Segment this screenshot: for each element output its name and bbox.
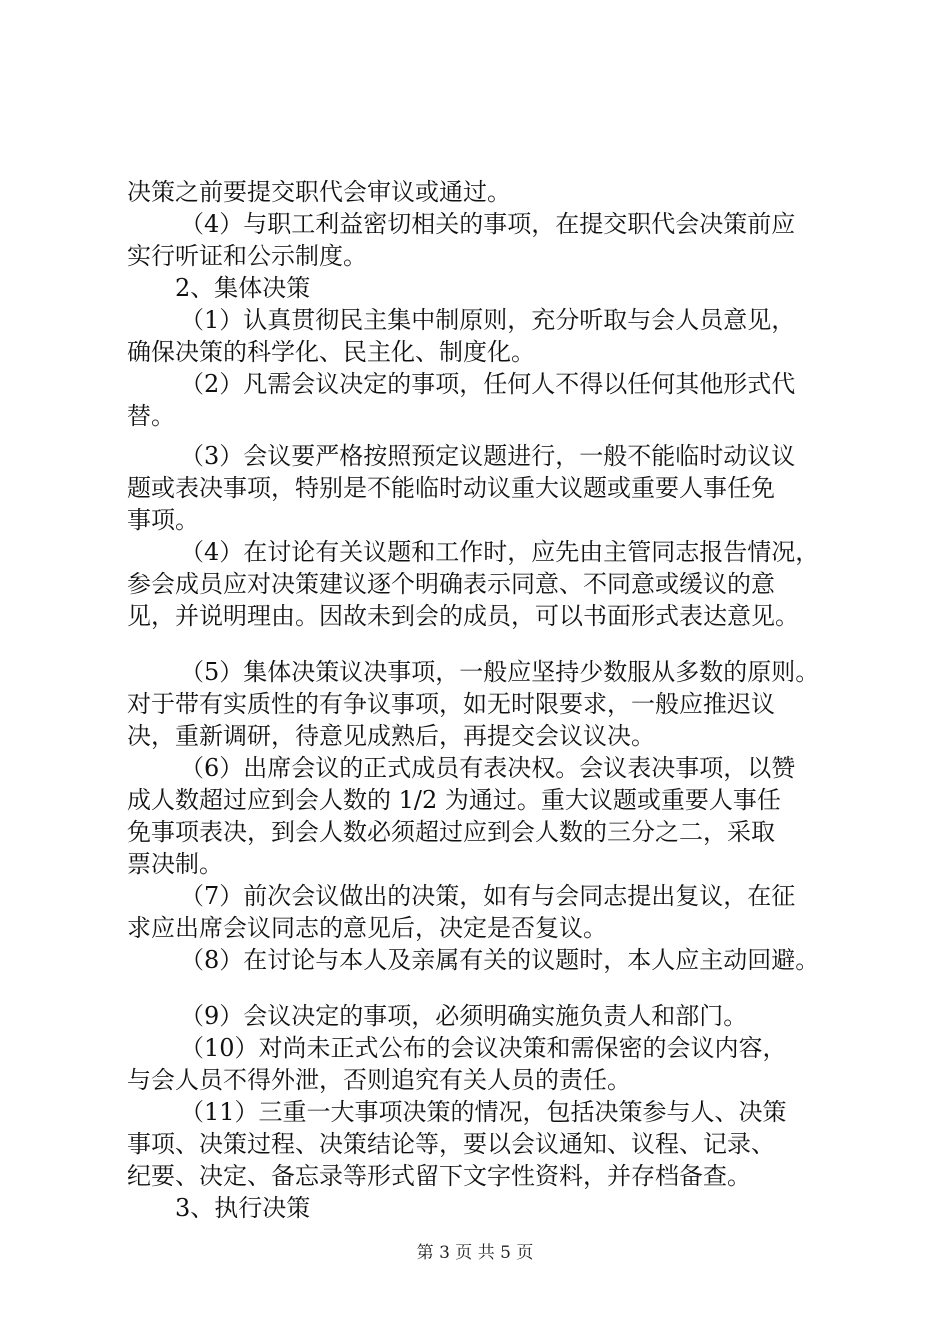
paragraph-line: （3）会议要严格按照预定议题进行，一般不能临时动议议 [180,442,796,470]
section-heading: 3、执行决策 [175,1194,311,1222]
paragraph-line: 决策之前要提交职代会审议或通过。 [127,178,511,206]
paragraph-line: 替。 [127,402,175,430]
paragraph-line: （4）在讨论有关议题和工作时，应先由主管同志报告情况， [180,538,820,566]
paragraph-line: 与会人员不得外泄，否则追究有关人员的责任。 [127,1066,631,1094]
page-footer: 第 3 页 共 5 页 [416,1243,534,1263]
paragraph-line: （1）认真贯彻民主集中制原则，充分听取与会人员意见， [180,306,796,334]
paragraph-line: （9）会议决定的事项，必须明确实施负责人和部门。 [180,1002,748,1030]
paragraph-line: 免事项表决，到会人数必须超过应到会人数的三分之二，采取 [127,818,775,846]
paragraph-line: 事项。 [127,506,199,534]
paragraph-line: 见，并说明理由。因故未到会的成员，可以书面形式表达意见。 [127,602,799,630]
paragraph-line: 成人数超过应到会人数的 1/2 为通过。重大议题或重要人事任 [127,786,781,814]
paragraph-line: 参会成员应对决策建议逐个明确表示同意、不同意或缓议的意 [127,570,775,598]
paragraph-line: （6）出席会议的正式成员有表决权。会议表决事项，以赞 [180,754,796,782]
paragraph-line: 事项、决策过程、决策结论等，要以会议通知、议程、记录、 [127,1130,775,1158]
paragraph-line: （2）凡需会议决定的事项，任何人不得以任何其他形式代 [180,370,796,398]
paragraph-line: （4）与职工利益密切相关的事项，在提交职代会决策前应 [180,210,796,238]
section-heading: 2、集体决策 [175,274,311,302]
paragraph-line: （8）在讨论与本人及亲属有关的议题时，本人应主动回避。 [180,946,820,974]
paragraph-line: （5）集体决策议决事项，一般应坚持少数服从多数的原则。 [180,658,820,686]
paragraph-line: （10）对尚未正式公布的会议决策和需保密的会议内容， [180,1034,787,1062]
paragraph-line: 题或表决事项，特别是不能临时动议重大议题或重要人事任免 [127,474,775,502]
paragraph-line: 票决制。 [127,850,223,878]
paragraph-line: 求应出席会议同志的意见后，决定是否复议。 [127,914,607,942]
paragraph-line: （7）前次会议做出的决策，如有与会同志提出复议，在征 [180,882,796,910]
paragraph-line: 实行听证和公示制度。 [127,242,367,270]
paragraph-line: 纪要、决定、备忘录等形式留下文字性资料，并存档备查。 [127,1162,751,1190]
paragraph-line: 决，重新调研，待意见成熟后，再提交会议议决。 [127,722,655,750]
paragraph-line: 确保决策的科学化、民主化、制度化。 [127,338,535,366]
paragraph-line: （11）三重一大事项决策的情况，包括决策参与人、决策 [180,1098,787,1126]
paragraph-line: 对于带有实质性的有争议事项，如无时限要求，一般应推迟议 [127,690,775,718]
